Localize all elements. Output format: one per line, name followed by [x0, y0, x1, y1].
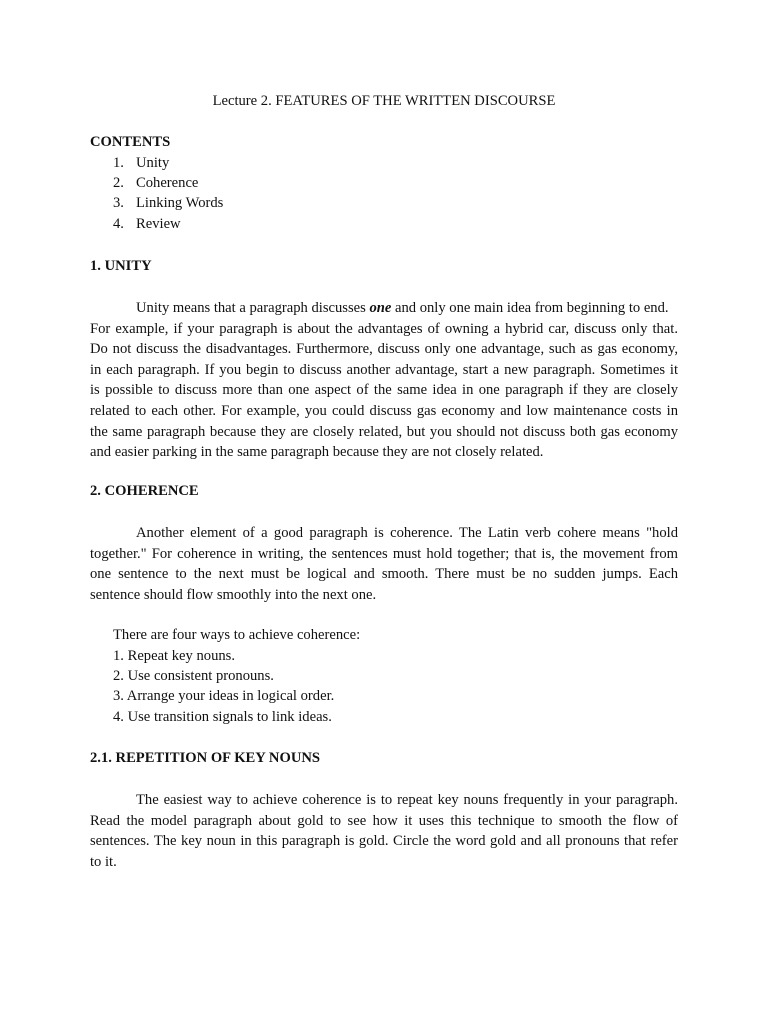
title-prefix: Lecture 2.: [212, 93, 276, 109]
unity-paragraph: [90, 298, 678, 463]
paragraph-line: [90, 298, 678, 319]
contents-item-num: 4.: [113, 216, 124, 232]
section-heading-coherence: 2. COHERENCE: [90, 483, 199, 499]
line-text: Unity means that a paragraph discusses: [136, 300, 370, 316]
paragraph-line: related to each other. For example, you could discuss gas economy and low maintenance costs in: [90, 402, 678, 419]
paragraph-line: and easier parking in the same paragraph because they are not closely related.: [90, 444, 544, 461]
paragraph-line: together." For coherence in writing, the sentences must hold together; that is, the movement from: [90, 545, 678, 562]
page-title: [0, 93, 768, 110]
contents-item-num: 2.: [113, 175, 124, 191]
contents-item-linking-words: Linking Words: [136, 195, 224, 211]
section-heading-unity: 1. UNITY: [90, 258, 152, 274]
line-text: and only one main idea from beginning to end.: [391, 300, 669, 316]
paragraph-line: Another element of a good paragraph is coherence. The Latin verb cohere means "hold: [136, 525, 678, 541]
coherence-way-item: 3. Arrange your ideas in logical order.: [113, 688, 335, 704]
section-heading-repetition: 2.1. REPETITION OF KEY NOUNS: [90, 750, 321, 766]
coherence-paragraph: [90, 523, 678, 605]
repetition-paragraph: [90, 790, 678, 872]
paragraph-line: Read the model paragraph about gold to see how it uses this technique to smooth the flow of: [90, 812, 678, 829]
paragraph-line: sentences. The key noun in this paragraph is gold. Circle the word gold and all pronouns that refer: [90, 833, 678, 850]
title-main: FEATURES OF THE WRITTEN DISCOURSE: [275, 93, 556, 109]
contents-item-num: 3.: [113, 195, 124, 211]
contents-item-coherence: Coherence: [136, 175, 199, 191]
contents-heading: CONTENTS: [90, 134, 171, 150]
contents-item-review: Review: [136, 216, 181, 232]
paragraph-line: to it.: [90, 853, 117, 870]
paragraph-line: is possible to discuss more than one aspect of the same idea in one paragraph if they are closely: [90, 382, 678, 399]
paragraph-line: one sentence to the next must be logical and smooth. There must be no sudden jumps. Each: [90, 566, 678, 583]
contents-item-unity: Unity: [136, 155, 170, 171]
coherence-way-item: 4. Use transition signals to link ideas.: [113, 709, 332, 725]
paragraph-line: The easiest way to achieve coherence is to repeat key nouns frequently in your paragraph.: [136, 792, 678, 808]
coherence-way-item: 1. Repeat key nouns.: [113, 648, 235, 664]
coherence-way-item: 2. Use consistent pronouns.: [113, 668, 274, 684]
coherence-ways-intro: There are four ways to achieve coherence:: [113, 627, 361, 643]
paragraph-line: sentence should flow smoothly into the next one.: [90, 586, 377, 603]
paragraph-line: For example, if your paragraph is about the advantages of owning a hybrid car, discuss only that.: [90, 320, 678, 337]
emphasis-one: one: [369, 300, 392, 316]
paragraph-line: in each paragraph. If you begin to discuss another advantage, start a new paragraph. Sometimes it: [90, 361, 678, 378]
contents-item-num: 1.: [113, 155, 124, 171]
paragraph-line: Do not discuss the disadvantages. Furthermore, discuss only one advantage, such as gas economy,: [90, 341, 678, 358]
paragraph-line: the same paragraph because they are closely related, but you should not discuss both gas economy: [90, 423, 678, 440]
